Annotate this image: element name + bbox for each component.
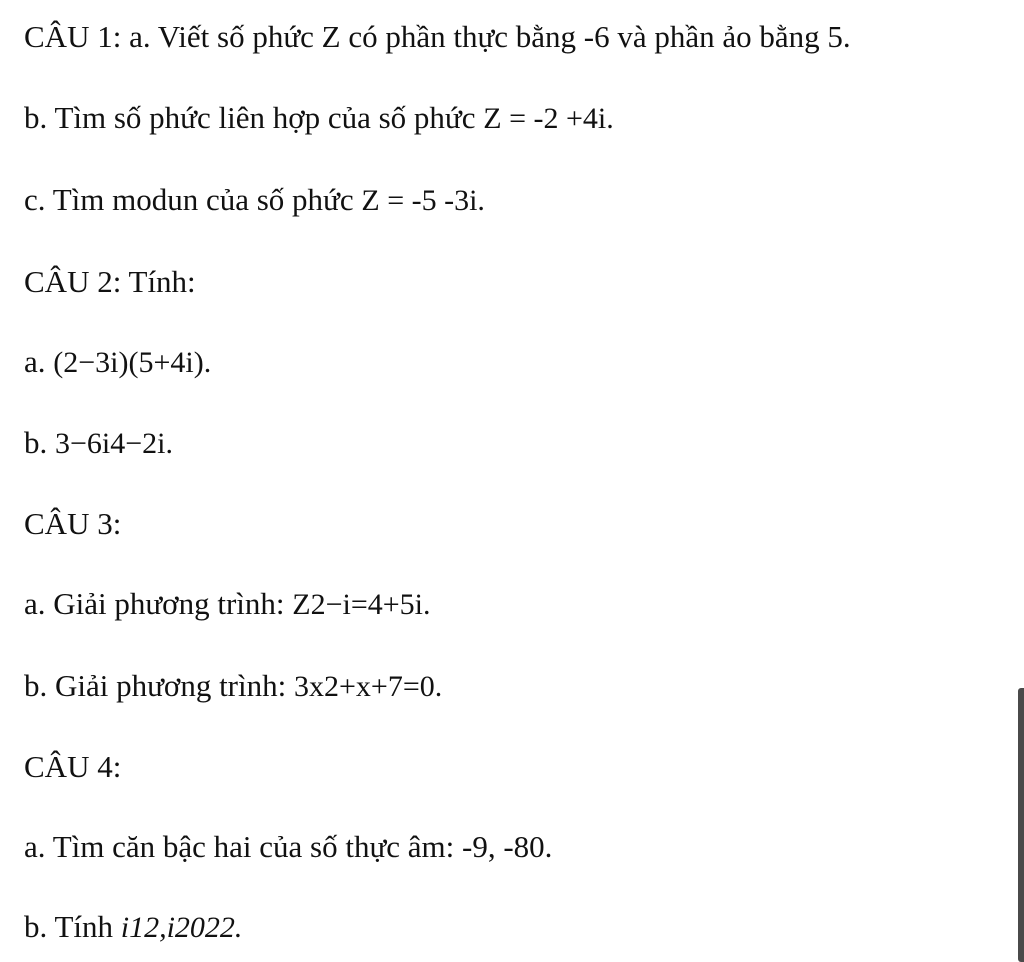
- question-1b-text: b. Tìm số phức liên hợp của số phức: [24, 100, 484, 135]
- question-3b-formula: 3x2+x+7=0.: [293, 670, 443, 703]
- question-4a: [24, 825, 552, 869]
- question-1b-formula: Z = -2 +4i.: [483, 102, 614, 135]
- question-1-text: CÂU 1: a. Viết số phức Z có phần thực bằng -6 và phần ảo bằng 5.: [24, 19, 851, 54]
- question-3b-text: b. Giải phương trình:: [24, 668, 294, 703]
- question-3-text: CÂU 3:: [24, 506, 122, 541]
- question-4-text: CÂU 4:: [24, 749, 122, 784]
- scrollbar-thumb[interactable]: [1018, 688, 1024, 962]
- question-1b: [24, 96, 614, 140]
- question-2a-formula: (2−3i)(5+4i).: [53, 346, 212, 379]
- question-2a: [24, 340, 211, 384]
- question-3-heading: [24, 502, 121, 546]
- question-2b-label: b.: [24, 425, 55, 460]
- question-2a-label: a.: [24, 344, 54, 379]
- question-2b-formula: 3−6i4−2i.: [55, 427, 174, 460]
- question-4-heading: [24, 745, 121, 789]
- question-4b-formula: i12,i2022.: [120, 911, 243, 944]
- question-2b: [24, 421, 173, 465]
- question-1-heading: [24, 15, 851, 59]
- question-4a-text: a. Tìm căn bậc hai của số thực âm: -9, -80.: [24, 829, 553, 864]
- question-1c: [24, 178, 485, 222]
- question-2-text: CÂU 2: Tính:: [24, 264, 196, 299]
- question-4b: [24, 905, 242, 949]
- question-3a-formula: Z2−i=4+5i.: [292, 588, 431, 621]
- scrollbar[interactable]: [1018, 0, 1024, 962]
- question-2-heading: [24, 260, 196, 304]
- question-3a: [24, 582, 431, 626]
- question-1c-text: c. Tìm modun của số phức: [24, 182, 362, 217]
- question-4b-text: b. Tính: [24, 909, 121, 944]
- question-3b: [24, 664, 442, 708]
- question-1c-formula: Z = -5 -3i.: [361, 184, 485, 217]
- question-3a-text: a. Giải phương trình:: [24, 586, 293, 621]
